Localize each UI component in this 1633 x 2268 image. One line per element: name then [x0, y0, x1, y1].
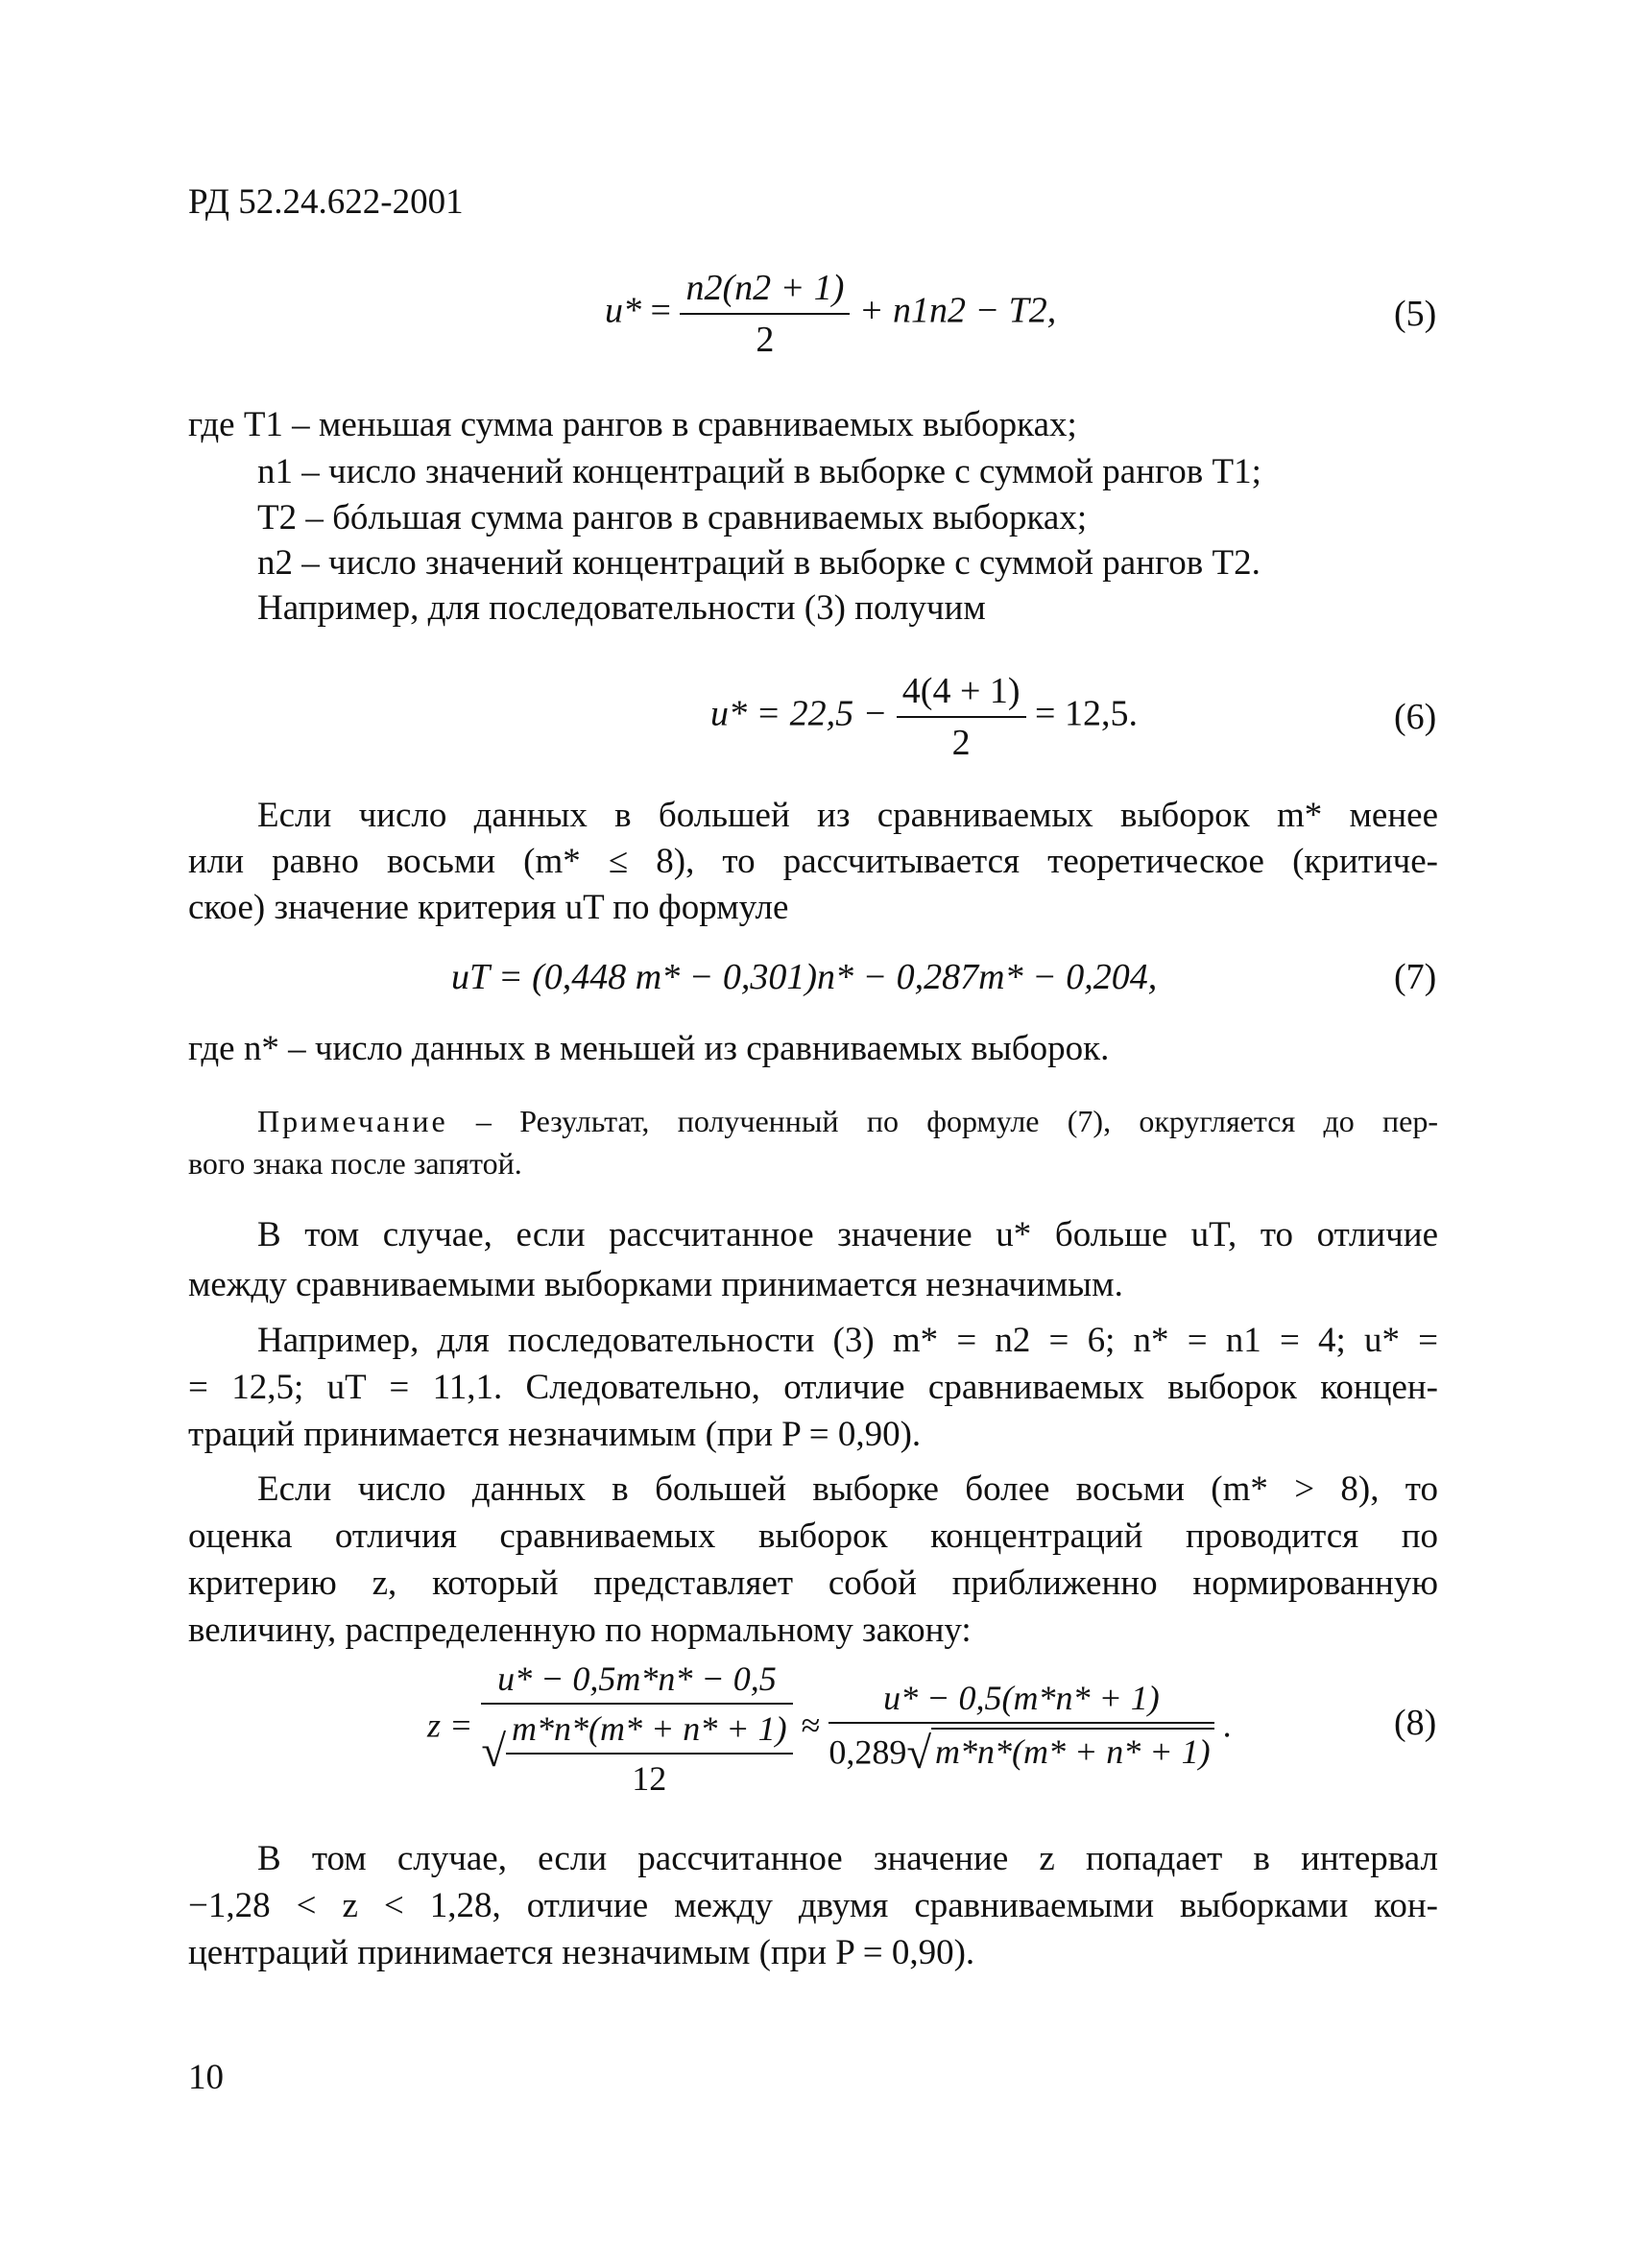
note-line1 [257, 1100, 1438, 1142]
sqrt-sign-icon: √ [481, 1726, 506, 1777]
para2-line2: между сравниваемыми выборками принимается незначимым. [188, 1265, 1123, 1304]
eq6-fraction [897, 670, 1026, 764]
para5-line1: В том случае, если рассчитанное значение z попадает в интервал [257, 1839, 1438, 1878]
eq6-rhs: = 12,5. [1035, 693, 1138, 734]
example-intro: Например, для последовательности (3) получим [257, 588, 986, 628]
equation-5: u* = $\frac{n2(n2 + 1)}{2}$ + n1n2 − T2, [605, 268, 1057, 360]
eq6-numerator: 4(4 + 1) [897, 670, 1026, 718]
page-number: 10 [188, 2058, 224, 2097]
eq8-radicand-2: m*n*(m* + n* + 1) [931, 1728, 1214, 1772]
para4-line3: критерию z, который представляет собой приближенно нормированную [188, 1564, 1438, 1603]
eq8-fraction-1 [481, 1659, 792, 1799]
eq6-denominator: 2 [951, 723, 971, 763]
eq8-numerator-2: u* − 0,5(m*n* + 1) [829, 1678, 1213, 1724]
eq5-rest: + n1n2 − T2, [858, 290, 1057, 331]
para3-line3: траций принимается незначимым (при P = 0,90). [188, 1415, 922, 1454]
document-code: РД 52.24.622-2001 [188, 182, 464, 222]
para4-line2: оценка отличия сравниваемых выборок концентраций проводится по [188, 1516, 1438, 1556]
definition-t2: T2 – бóльшая сумма рангов в сравниваемых выборках; [257, 498, 1088, 537]
eq8-end: . [1222, 1706, 1232, 1745]
eq8-sqrt-fraction [506, 1708, 793, 1799]
para1-line1: Если число данных в большей из сравниваемых выборок m* менее [257, 796, 1438, 835]
eq5-lhs: u* [605, 290, 641, 331]
eq8-sqrt-numerator: m*n*(m* + n* + 1) [506, 1708, 793, 1755]
para3-line1: Например, для последовательности (3) m* = n2 = 6; n* = n1 = 4; u* = [257, 1321, 1438, 1360]
definition-n2: n2 – число значений концентраций в выборке с суммой рангов T2. [257, 543, 1261, 583]
para5-line3: центраций принимается незначимым (при P = 0,90). [188, 1933, 975, 1972]
para4-line4: величину, распределенную по нормальному закону: [188, 1611, 972, 1650]
definition-t1: где T1 – меньшая сумма рангов в сравниваемых выборках; [188, 405, 1077, 444]
eq7-number: (7) [1394, 957, 1437, 997]
equation-7: uT = (0,448 m* − 0,301)n* − 0,287m* − 0,204, [451, 957, 1158, 997]
eq8-sqrt-denominator: 12 [632, 1759, 667, 1798]
eq8-denominator-1 [481, 1705, 792, 1799]
eq5-denominator: 2 [756, 320, 775, 360]
eq5-number: (5) [1394, 294, 1437, 334]
eq6-number: (6) [1394, 697, 1437, 737]
eq8-number: (8) [1394, 1703, 1437, 1743]
eq8-approx: ≈ [801, 1706, 821, 1745]
para2-line1: В том случае, если рассчитанное значение u* больше uT, то отличие [257, 1215, 1438, 1254]
eq8-lhs: z = [427, 1706, 473, 1745]
eq8-coef: 0,289 [829, 1732, 907, 1772]
sqrt-sign-icon: √ [906, 1729, 932, 1779]
eq8-denominator-2 [829, 1724, 1213, 1779]
eq6-lhs: u* = 22,5 − [710, 693, 888, 734]
eq5-numerator: n2(n2 + 1) [680, 267, 850, 315]
definition-n1: n1 – число значений концентраций в выборке с суммой рангов T1; [257, 452, 1261, 491]
para3-line2: = 12,5; uT = 11,1. Следовательно, отличие сравниваемых выборок концен- [188, 1368, 1438, 1407]
equation-6 [710, 670, 1138, 764]
note-text: – Результат, полученный по формуле (7), округляется до пер- [475, 1104, 1438, 1138]
eq5-fraction [680, 267, 850, 361]
eq8-numerator-1: u* − 0,5m*n* − 0,5 [481, 1659, 792, 1705]
note-line2: вого знака после запятой. [188, 1146, 522, 1181]
definition-n-star: где n* – число данных в меньшей из сравниваемых выборок. [188, 1029, 1110, 1068]
para5-line2: −1,28 < z < 1,28, отличие между двумя сравниваемыми выборками кон- [188, 1886, 1438, 1925]
para1-line3: ское) значение критерия uT по формуле [188, 888, 789, 927]
para4-line1: Если число данных в большей выборке более восьми (m* > 8), то [257, 1469, 1438, 1509]
equation-8 [427, 1659, 1232, 1799]
note-label: Примечание [257, 1104, 448, 1138]
para1-line2: или равно восьми (m* ≤ 8), то рассчитывается теоретическое (критиче- [188, 842, 1438, 881]
eq8-fraction-2 [829, 1678, 1213, 1779]
